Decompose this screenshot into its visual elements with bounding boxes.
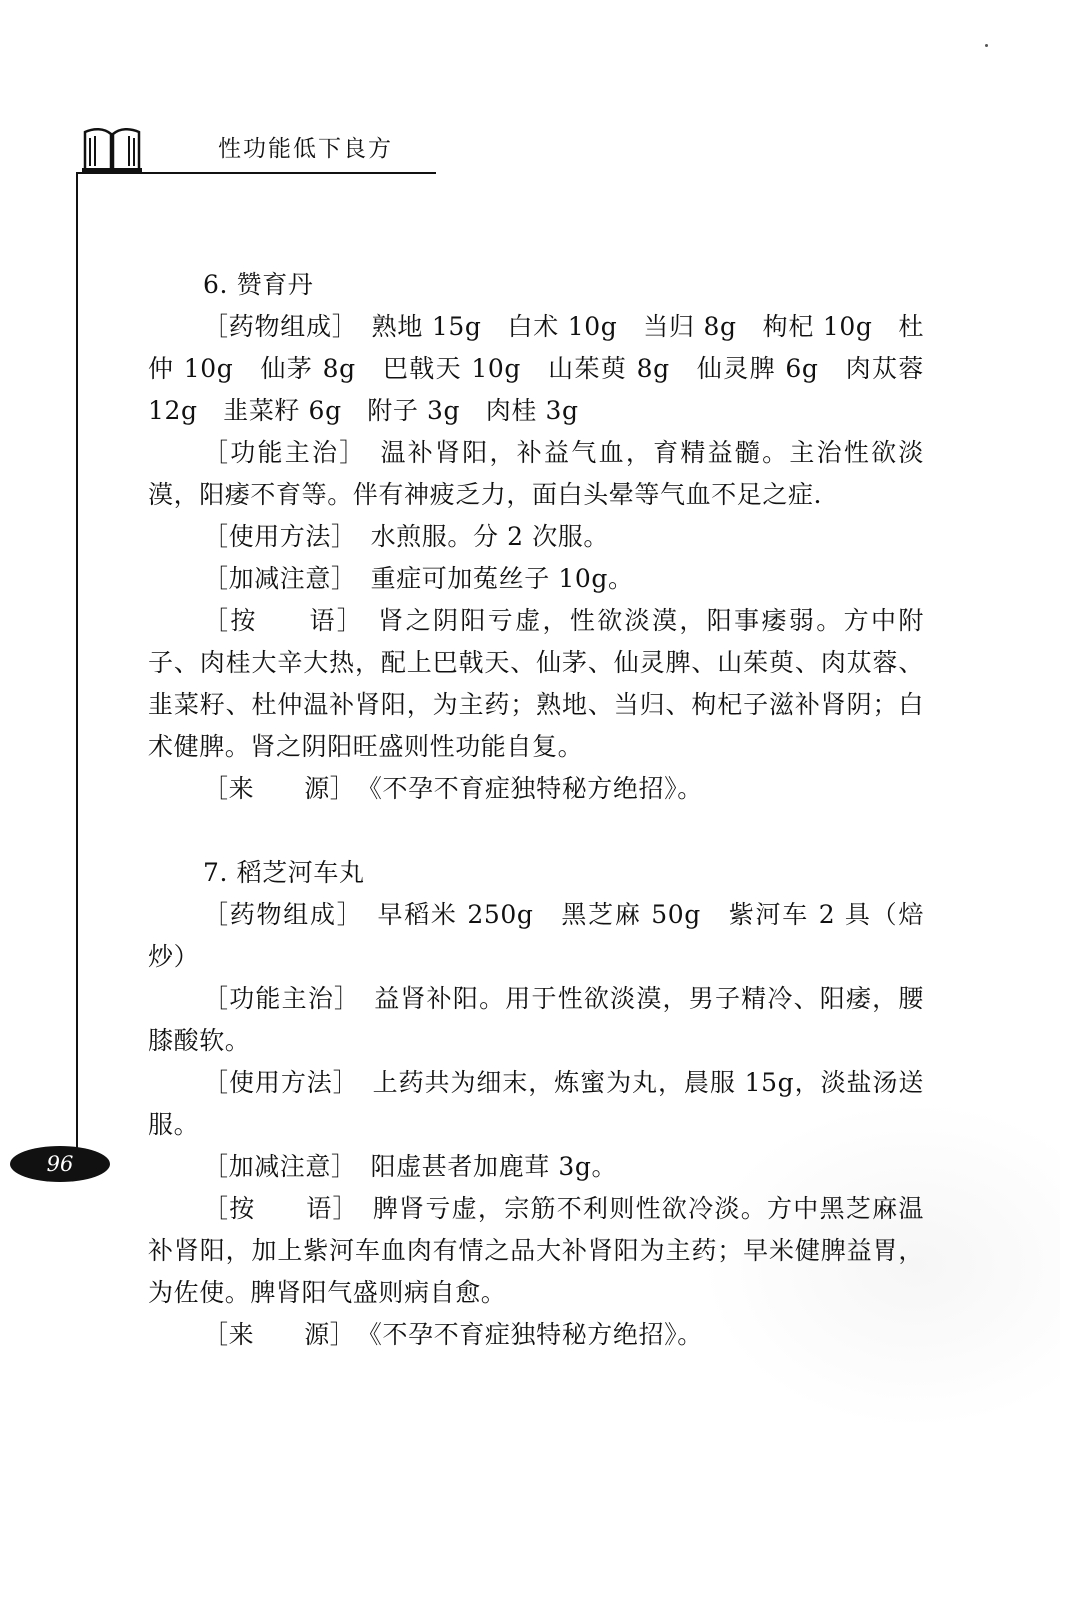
section-text: 温补肾阳，补益气血，育精益髓。主治性欲淡漠，阳痿不育等。伴有神疲乏力，面白头晕等气血不足之症． [148,438,924,509]
recipe-heading: 7. 稻芝河车丸 [203,858,365,887]
page-number: 96 [10,1146,110,1182]
section-text: 阳虚甚者加鹿茸 3g。 [370,1152,618,1181]
section-text: 水煎服。分 2 次服。 [370,522,610,551]
section-label: ［药物组成］ [203,900,364,929]
section-text: 早稻米 250g 黑芝麻 50g 紫河车 2 具（焙炒） [148,900,924,971]
scan-speck [985,44,988,47]
open-book-icon [82,124,142,174]
section-text: 《不孕不育症独特秘方绝招》。 [369,1320,703,1349]
running-header [78,118,436,178]
ingredients-section [148,306,924,432]
section-text: 熟地 15g 白术 10g 当归 8g 枸杞 10g 杜仲 10g 仙茅 8g 巴戟天 10g 山茱萸 8g 仙灵脾 6g 肉苁蓉 12g 韭菜籽 6g 附子 3g 肉桂 3g [148,312,924,425]
section-text: 重症可加菟丝子 10g。 [370,564,634,593]
recipe-heading: 6. 赞育丹 [203,270,314,299]
section-label: ［按 语］ [203,606,365,635]
modification-section [148,558,924,600]
header-divider [78,172,436,174]
indications-section [148,432,924,516]
main-content [148,264,924,1356]
section-label: ［来 源］ [203,774,356,803]
section-label: ［来 源］ [203,1320,356,1349]
section-text: 肾之阴阳亏虚，性欲淡漠，阳事痿弱。方中附子、肉桂大辛大热，配上巴戟天、仙茅、仙灵脾、山茱萸、肉苁蓉、韭菜籽、杜仲温补肾阳，为主药；熟地、当归、枸杞子滋补肾阴；白术健脾。肾之阴阳旺盛则性功能自复。 [148,606,924,761]
section-label: ［功能主治］ [203,438,367,467]
section-label: ［药物组成］ [203,312,358,341]
running-header-title: 性功能低下良方 [218,136,393,162]
commentary-section [148,600,924,768]
usage-section [148,516,924,558]
section-text: 脾肾亏虚，宗筋不利则性欲冷淡。方中黑芝麻温补肾阳，加上紫河车血肉有情之品大补肾阳为主药；早米健脾益胃，为佐使。脾肾阳气盛则病自愈。 [148,1194,925,1307]
source-section [148,768,924,810]
source-section [148,1314,924,1356]
section-text: 益肾补阳。用于性欲淡漠，男子精冷、阳痿，腰膝酸软。 [148,984,924,1055]
section-label: ［使用方法］ [203,1068,359,1097]
modification-section [148,1146,924,1188]
section-label: ［按 语］ [203,1194,359,1223]
section-text: 上药共为细末，炼蜜为丸，晨服 15g，淡盐汤送服。 [148,1068,924,1139]
section-label: ［加减注意］ [203,1152,357,1181]
section-text: 《不孕不育症独特秘方绝招》。 [369,774,703,803]
usage-section [148,1062,924,1146]
section-label: ［加减注意］ [203,564,357,593]
margin-rule [76,172,78,1164]
commentary-section [148,1188,924,1314]
section-label: ［功能主治］ [203,984,361,1013]
section-label: ［使用方法］ [203,522,357,551]
indications-section [148,978,924,1062]
ingredients-section [148,894,924,978]
